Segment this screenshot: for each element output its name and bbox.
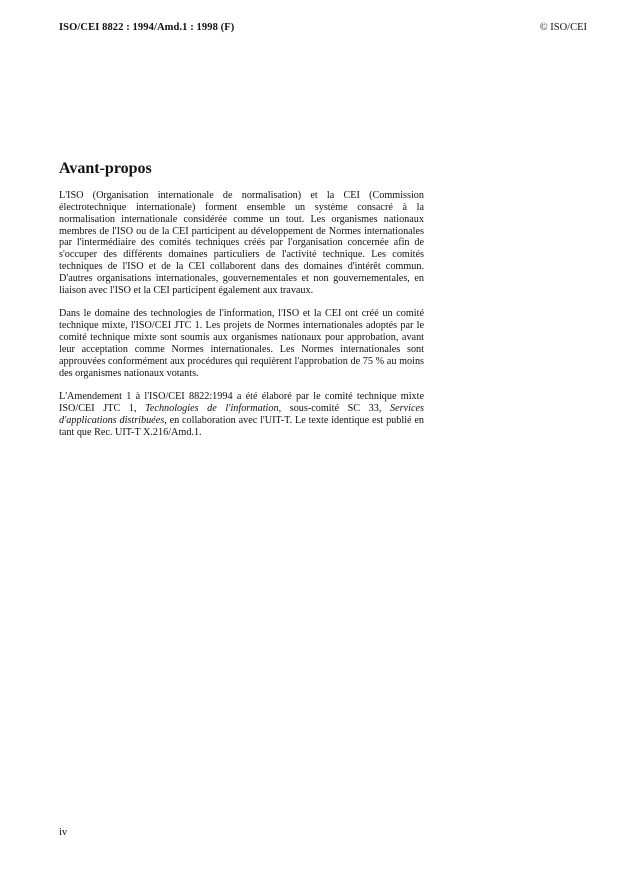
paragraph-3-intro: L'Amendement 1 à l'ISO/CEI 8822:1994 a été élaboré par le comité technique mixte ISO/CEI JTC 1, [59,391,424,415]
copyright-notice: © ISO/CEI [539,22,587,33]
committee-title: Technologies de l'information [145,403,279,415]
paragraph-3 [59,391,424,438]
paragraph-3-subcommittee: , sous-comité SC 33, [278,403,391,415]
paragraph-3-outro: , en collaboration avec l'UIT-T. Le texte identique est publié en tant que Rec. UIT-T X.216/Amd.1. [59,415,424,438]
paragraph-1: L'ISO (Organisation internationale de normalisation) et la CEI (Commission électrotechnique internationale) forment ensemble un système consacré à la normalisation internationale considérée comme un tout. Les organismes nationaux membres de l'ISO ou de la CEI participent au développement de Normes internationales par l'intermédiaire des comités techniques créés par l'organisation concernée afin de s'occuper des différents domaines particuliers de l'activité technique. Les comités techniques de l'ISO et de la CEI collaborent dans des domaines d'intérêt commun. D'autres organisations internationales, gouvernementales et non gouvernementales, en liaison avec l'ISO et la CEI participent également aux travaux. [59,190,424,296]
subcommittee-title: Services d'applications distribuées [59,403,424,427]
section-title: Avant-propos [59,160,152,177]
page-number: iv [59,827,68,838]
paragraph-2: Dans le domaine des technologies de l'information, l'ISO et la CEI ont créé un comité technique mixte, l'ISO/CEI JTC 1. Les projets de Normes internationales adoptés par le comité technique mixte sont soumis aux organismes nationaux pour approbation, avant leur acceptation comme Normes internationales. Les Normes internationales sont approuvées conformément aux procédures qui requièrent l'approbation de 75 % au moins des organismes nationaux votants. [59,308,424,379]
document-reference: ISO/CEI 8822 : 1994/Amd.1 : 1998 (F) [59,22,235,33]
foreword-body [59,190,424,439]
